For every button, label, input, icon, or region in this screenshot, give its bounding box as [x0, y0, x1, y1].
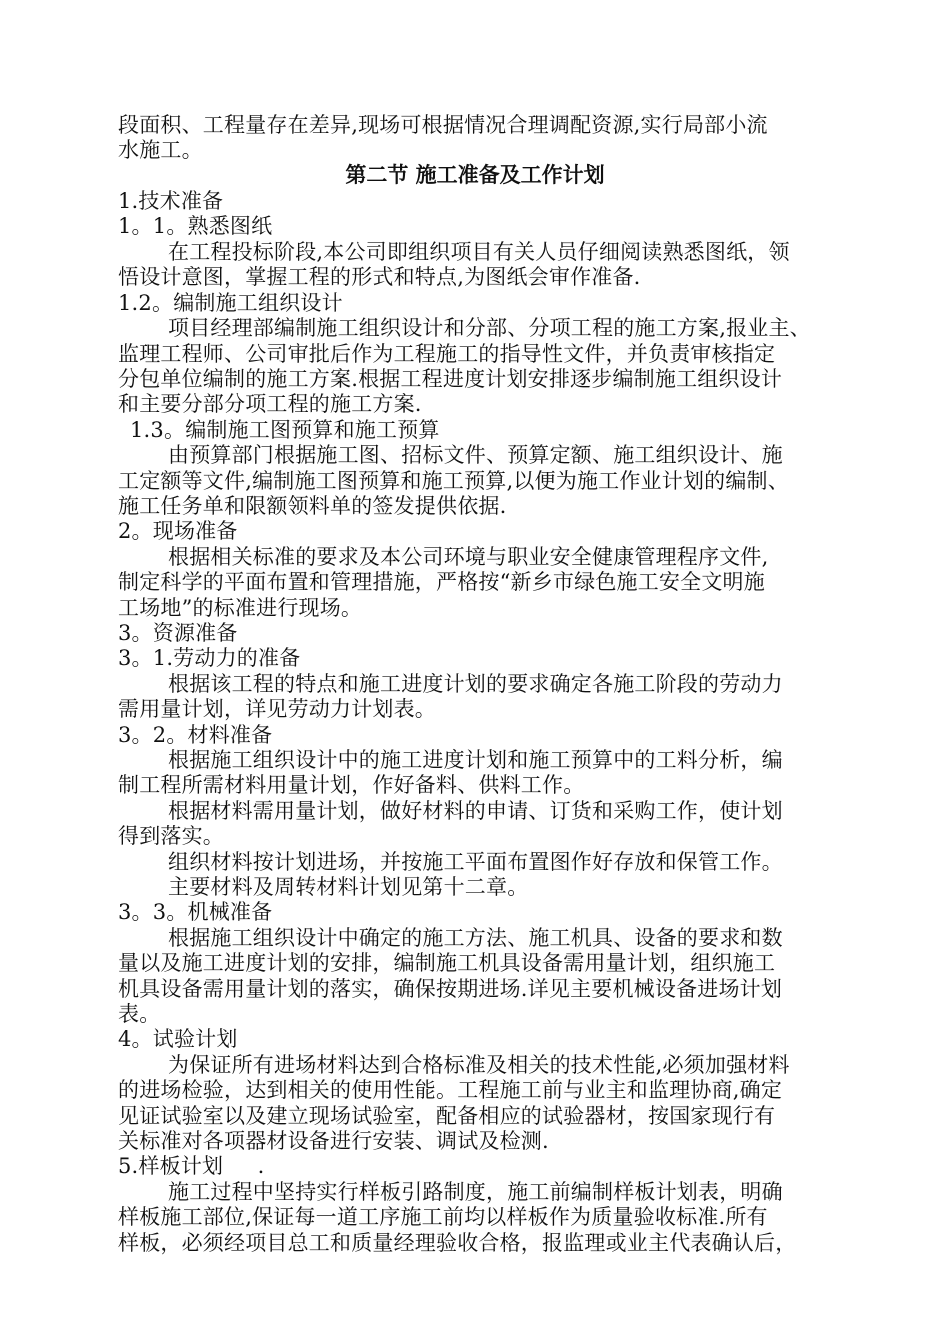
- subheading: 3。2。材料准备: [118, 723, 273, 747]
- heading-sample-plan: 5.样板计划 .: [118, 1154, 265, 1178]
- heading-resource-prep: 3。资源准备: [118, 621, 238, 645]
- heading-testing-plan: 4。试验计划: [118, 1027, 238, 1051]
- heading-technical-prep: 1.技术准备: [118, 189, 224, 213]
- text-line: 水施工。: [118, 138, 203, 162]
- paragraph-line: 工定额等文件,编制施工图预算和施工预算,以便为施工作业计划的编制、: [118, 469, 789, 493]
- paragraph-line: 组织材料按计划进场，并按施工平面布置图作好存放和保管工作。: [168, 850, 783, 874]
- section-title: 第二节 施工准备及工作计划: [345, 163, 605, 187]
- paragraph-line: 根据施工组织设计中确定的施工方法、施工机具、设备的要求和数: [168, 926, 783, 950]
- subheading: 1.2。编制施工组织设计: [118, 291, 343, 315]
- paragraph-line: 表。: [118, 1002, 161, 1026]
- paragraph-line: 项目经理部编制施工组织设计和分部、分项工程的施工方案,报业主、: [168, 316, 811, 340]
- paragraph-line: 制定科学的平面布置和管理措施，严格按“新乡市绿色施工安全文明施: [118, 570, 765, 594]
- paragraph-line: 根据材料需用量计划，做好材料的申请、订货和采购工作，使计划: [168, 799, 783, 823]
- paragraph-line: 得到落实。: [118, 824, 224, 848]
- paragraph-line: 的进场检验，达到相关的使用性能。工程施工前与业主和监理协商,确定: [118, 1078, 783, 1102]
- paragraph-line: 样板，必须经项目总工和质量经理验收合格，报监理或业主代表确认后，: [118, 1231, 797, 1255]
- paragraph-line: 量以及施工进度计划的安排，编制施工机具设备需用量计划，组织施工: [118, 951, 776, 975]
- paragraph-line: 机具设备需用量计划的落实，确保按期进场.详见主要机械设备进场计划: [118, 977, 783, 1001]
- paragraph-line: 为保证所有进场材料达到合格标准及相关的技术性能,必须加强材料: [168, 1053, 790, 1077]
- paragraph-line: 工场地”的标准进行现场。: [118, 596, 363, 620]
- subheading: 1.3。编制施工图预算和施工预算: [130, 418, 440, 442]
- paragraph-line: 根据施工组织设计中的施工进度计划和施工预算中的工料分析，编: [168, 748, 783, 772]
- paragraph-line: 由预算部门根据施工图、招标文件、预算定额、施工组织设计、施: [168, 443, 783, 467]
- paragraph-line: 需用量计划，详见劳动力计划表。: [118, 697, 436, 721]
- paragraph-line: 施工过程中坚持实行样板引路制度，施工前编制样板计划表，明确: [168, 1180, 783, 1204]
- paragraph-line: 悟设计意图，掌握工程的形式和特点,为图纸会审作准备.: [118, 265, 641, 289]
- paragraph-line: 样板施工部位,保证每一道工序施工前均以样板作为质量验收标准.所有: [118, 1205, 768, 1229]
- paragraph-line: 和主要分部分项工程的施工方案.: [118, 392, 422, 416]
- paragraph-line: 见证试验室以及建立现场试验室，配备相应的试验器材，按国家现行有: [118, 1104, 776, 1128]
- paragraph-line: 施工任务单和限额领料单的签发提供依据.: [118, 494, 507, 518]
- paragraph-line: 关标准对各项器材设备进行安装、调试及检测.: [118, 1129, 549, 1153]
- subheading: 1。1。熟悉图纸: [118, 214, 273, 238]
- paragraph-line: 制工程所需材料用量计划，作好备料、供料工作。: [118, 773, 585, 797]
- heading-site-prep: 2。现场准备: [118, 519, 238, 543]
- subheading: 3。3。机械准备: [118, 900, 273, 924]
- paragraph-line: 分包单位编制的施工方案.根据工程进度计划安排逐步编制施工组织设计: [118, 367, 783, 391]
- text-line: 段面积、工程量存在差异,现场可根据情况合理调配资源,实行局部小流: [118, 113, 768, 137]
- paragraph-line: 监理工程师、公司审批后作为工程施工的指导性文件，并负责审核指定: [118, 342, 776, 366]
- subheading: 3。1.劳动力的准备: [118, 646, 301, 670]
- paragraph-line: 在工程投标阶段,本公司即组织项目有关人员仔细阅读熟悉图纸，领: [168, 240, 790, 264]
- paragraph-line: 根据该工程的特点和施工进度计划的要求确定各施工阶段的劳动力: [168, 672, 783, 696]
- paragraph-line: 主要材料及周转材料计划见第十二章。: [168, 875, 529, 899]
- paragraph-line: 根据相关标准的要求及本公司环境与职业安全健康管理程序文件,: [168, 545, 769, 569]
